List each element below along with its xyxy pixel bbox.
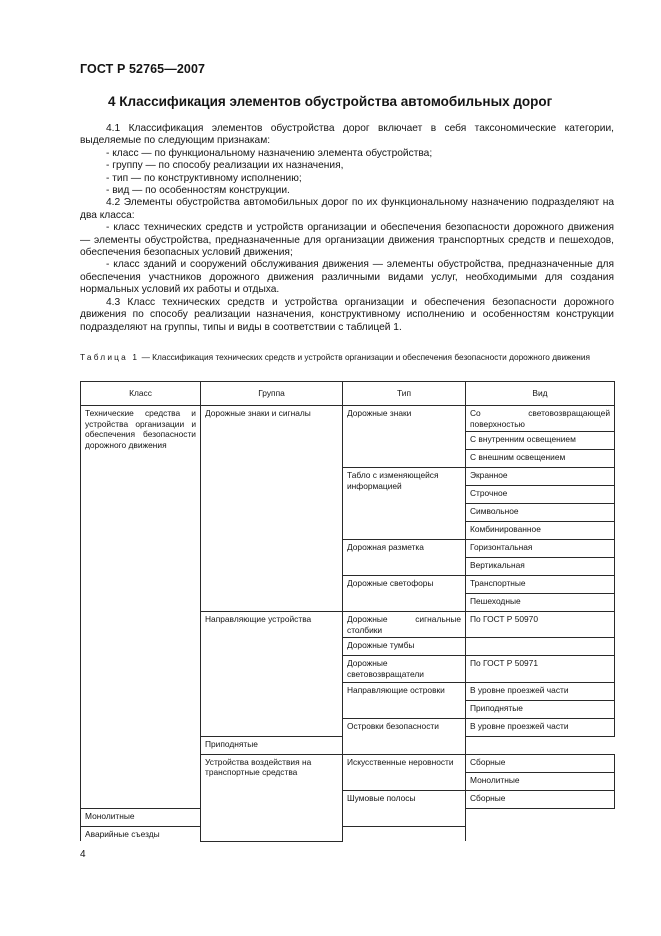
group-cell: Устройства воздействия на транспортные средства <box>201 754 343 841</box>
kind-cell: Со световозвращающей поверхностью <box>466 406 615 432</box>
paragraph: - класс — по функциональному назначению элемента обустройства; <box>106 147 433 159</box>
type-cell: Островки безопасности <box>343 718 466 754</box>
paragraph: - группу — по способу реализации их назначения, <box>106 160 344 172</box>
document-header: ГОСТ Р 52765—2007 <box>80 62 206 76</box>
type-cell: Дорожная разметка <box>343 540 466 576</box>
kind-cell: Приподнятые <box>466 700 615 718</box>
kind-cell: Пешеходные <box>466 594 615 612</box>
header-cell: Класс <box>81 382 201 406</box>
kind-cell <box>466 638 615 656</box>
group-cell: Направляющие устройства <box>201 612 343 736</box>
type-cell: Дорожные знаки <box>343 406 466 468</box>
paragraph: 4.1 Классификация элементов обустройства дорог включает в себя таксономические категории, выделяемые по следующим признакам: <box>80 123 614 147</box>
header-cell: Группа <box>201 382 343 406</box>
table-caption-label: Таблица 1 <box>80 352 140 362</box>
kind-cell: В уровне проезжей части <box>466 682 615 700</box>
kind-cell: Сборные <box>466 754 615 772</box>
paragraph: - тип — по конструктивному исполнению; <box>106 172 302 184</box>
paragraph: - класс зданий и сооружений обслуживания движения — элементы обустройства, предназначенные для обеспечения участников дорожного движения различными видами услуг, необходимыми для создания нормальных условий их работы и отдыха. <box>80 259 614 296</box>
kind-cell: Горизонтальная <box>466 540 615 558</box>
table-row <box>81 406 615 432</box>
group-cell: Дорожные знаки и сигналы <box>201 406 343 612</box>
kind-cell: Приподнятые <box>201 736 343 754</box>
page-number: 4 <box>80 849 86 860</box>
kind-cell: По ГОСТ Р 50970 <box>466 612 615 638</box>
paragraph: 4.3 Класс технических средств и устройства организации и обеспечения безопасности дорожного движения по способу реализации назначения, конструктивному исполнению и особенностям конструкции подразделяют на группы, типы и виды в соответствии с таблицей 1. <box>80 296 614 333</box>
kind-cell: Транспортные <box>466 576 615 594</box>
kind-cell: Монолитные <box>81 808 201 826</box>
kind-cell: Строчное <box>466 486 615 504</box>
kind-cell: Вертикальная <box>466 558 615 576</box>
type-cell: Искусственные неровности <box>343 754 466 790</box>
kind-cell: В уровне проезжей части <box>466 718 615 736</box>
type-cell: Дорожные светофоры <box>343 576 466 612</box>
table-header-row <box>81 382 615 406</box>
type-cell: Табло с изменяющейся информацией <box>343 468 466 540</box>
header-cell: Вид <box>466 382 615 406</box>
body-text <box>80 123 614 334</box>
paragraph: - класс технических средств и устройств организации и обеспечения безопасности дорожного движения — элементы обустройства, предназначенные для организации движения транспортных средств и пешеходов, обеспечения безопасных условий движения; <box>80 222 614 259</box>
kind-cell: Символьное <box>466 504 615 522</box>
class-cell: Технические средства и устройства организации и обеспечения безопасности дорожного движения <box>81 406 201 809</box>
type-cell: Дорожные сигнальные столбики <box>343 612 466 638</box>
kind-cell: Комбинированное <box>466 522 615 540</box>
table-caption <box>80 352 614 364</box>
kind-cell: Монолитные <box>466 772 615 790</box>
table-row <box>81 826 615 841</box>
type-cell: Направляющие островки <box>343 682 466 718</box>
paragraph: - вид — по особенностям конструкции. <box>106 185 290 197</box>
section-title: 4 Классификация элементов обустройства автомобильных дорог <box>108 94 553 109</box>
table-caption-text: — Классификация технических средств и устройств организации и обеспечения безопасности дорожного движения <box>141 352 590 362</box>
kind-cell: С внутренним освещением <box>466 432 615 450</box>
type-cell: Дорожные тумбы <box>343 638 466 656</box>
kind-cell: С внешним освещением <box>466 450 615 468</box>
type-cell: Дорожные световозвращатели <box>343 656 466 682</box>
header-cell: Тип <box>343 382 466 406</box>
kind-cell: Экранное <box>466 468 615 486</box>
classification-table <box>80 381 615 842</box>
kind-cell: Сборные <box>466 790 615 808</box>
paragraph: 4.2 Элементы обустройства автомобильных дорог по их функциональному назначению подразделяют на два класса: <box>80 197 614 221</box>
type-cell: Шумовые полосы <box>343 790 466 826</box>
kind-cell <box>343 826 466 841</box>
type-cell: Аварийные съезды <box>81 826 201 841</box>
kind-cell: По ГОСТ Р 50971 <box>466 656 615 682</box>
